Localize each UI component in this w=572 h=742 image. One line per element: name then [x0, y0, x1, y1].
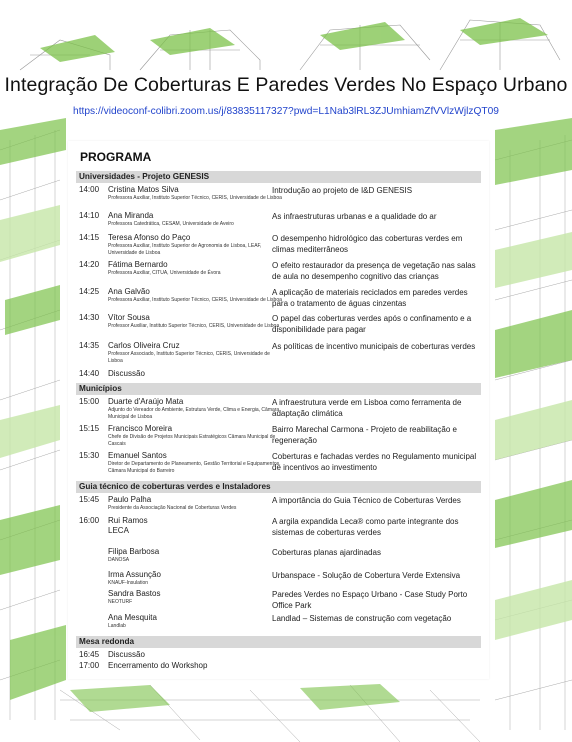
speaker-affiliation: Adjunto do Vereador do Ambiente, Estrutura Verde, Clima e Energia, Câmara Municipal de Lisboa: [108, 407, 280, 420]
speaker-name: Paulo Palha: [108, 495, 152, 504]
speaker-name: Carlos Oliveira Cruz: [108, 341, 180, 350]
session-topic: Coberturas e fachadas verdes no Regulamento municipal de incentivos ao investimento: [272, 452, 477, 472]
session-topic: A aplicação de materiais reciclados em paredes verdes para o tratamento de águas cinzentas: [272, 288, 468, 308]
session-topic: A argila expandida Leca® como parte integrante dos sistemas de coberturas verdes: [272, 517, 459, 537]
program-row: [76, 397, 481, 424]
speaker-name: Cristina Matos Silva: [108, 185, 179, 194]
speaker-name: Fátima Bernardo: [108, 260, 168, 269]
speaker-name: Teresa Afonso do Paço: [108, 233, 191, 242]
program-row: [76, 185, 481, 211]
speaker-affiliation: Professora Auxiliar, Instituto Superior Técnico, CERIS, Universidade de Lisboa: [108, 195, 282, 201]
speaker-affiliation: Presidente da Associação Nacional de Coberturas Verdes: [108, 505, 237, 511]
session-time: 14:35: [79, 341, 100, 350]
program-row: [76, 369, 481, 381]
program-row: [76, 424, 481, 451]
section-header: Universidades - Projeto GENESIS: [76, 171, 481, 183]
speaker-name: Francisco Moreira: [108, 424, 173, 433]
session-topic: O desempenho hidrológico das coberturas verdes em climas mediterrâneos: [272, 234, 463, 254]
session-topic: Paredes Verdes no Espaço Urbano - Case Study Porto Office Park: [272, 590, 468, 610]
session-topic: A infraestrutura verde em Lisboa como ferramenta de adaptação climática: [272, 398, 462, 418]
program-row: [76, 495, 481, 516]
session-topic: Landlad – Sistemas de construção com vegetação: [272, 614, 452, 623]
program-row: [76, 211, 481, 233]
speaker-name: Ana Galvão: [108, 287, 150, 296]
section-header: Guia técnico de coberturas verdes e Instaladores: [76, 481, 481, 493]
speaker-name: Emanuel Santos: [108, 451, 167, 460]
page-title: Integração De Coberturas E Paredes Verdes No Espaço Urbano: [0, 74, 572, 97]
session-time: 14:40: [79, 369, 100, 378]
speaker-affiliation: DANOSA: [108, 557, 130, 563]
session-topic: As infraestruturas urbanas e a qualidade do ar: [272, 212, 437, 221]
speaker-name: Discussão: [108, 369, 145, 378]
speaker-affiliation: Professora Auxiliar, Instituto Superior Técnico, CERIS, Universidade de Lisboa: [108, 297, 282, 303]
session-time: 16:45: [79, 650, 100, 659]
program-heading: PROGRAMA: [80, 150, 152, 164]
session-time: 15:30: [79, 451, 100, 460]
speaker-name: Ana Miranda: [108, 211, 154, 220]
speaker-affiliation: NEOTURF: [108, 599, 133, 605]
session-topic: O efeito restaurador da presença de vegetação nas salas de aula no desempenho cognitivo das crianças: [272, 261, 476, 281]
program-row: [76, 451, 481, 479]
speaker-name: Ana Mesquita: [108, 613, 157, 622]
session-topic: Bairro Marechal Carmona - Projeto de reabilitação e regeneração: [272, 425, 457, 445]
speaker-affiliation: Professor Associado, Instituto Superior Técnico, CERIS, Universidade de Lisboa: [108, 351, 270, 364]
speaker-name: Sandra Bastos: [108, 589, 161, 598]
speaker-affiliation: Professora Auxiliar, Instituto Superior de Agronomia de Lisboa, LEAF, Universidade de Lisboa: [108, 243, 262, 256]
session-topic: Introdução ao projeto de I&D GENESIS: [272, 186, 413, 195]
session-time: 14:10: [79, 211, 100, 220]
speaker-affiliation: Professor Auxiliar, Instituto Superior Técnico, CERIS, Universidade de Lisboa: [108, 323, 280, 329]
program-row: [76, 650, 481, 661]
speaker-name: Discussão: [108, 650, 145, 659]
program-row: [76, 613, 481, 634]
session-time: 15:00: [79, 397, 100, 406]
speaker-affiliation: Chefe de Divisão de Projetos Municipais Estratégicos Câmara Municipal de Cascais: [108, 434, 276, 447]
speaker-affiliation: KNAUF-Insulation: [108, 580, 149, 586]
program-row: [76, 547, 481, 570]
speaker-affiliation: Landlab: [108, 623, 126, 629]
speaker-name: Duarte d'Araújo Mata: [108, 397, 184, 406]
session-topic: Urbanspace - Solução de Cobertura Verde Extensiva: [272, 571, 461, 580]
program-row: [76, 341, 481, 369]
program-row: [76, 570, 481, 589]
speaker-name: Rui Ramos: [108, 516, 148, 525]
program-row: [76, 287, 481, 313]
program-row: [76, 260, 481, 287]
session-topic: A importância do Guia Técnico de Coberturas Verdes: [272, 496, 461, 505]
program-row: [76, 313, 481, 341]
speaker-company: LECA: [108, 526, 129, 535]
session-time: 16:00: [79, 516, 100, 525]
session-time: 15:15: [79, 424, 100, 433]
session-time: 14:00: [79, 185, 100, 194]
speaker-name: Filipa Barbosa: [108, 547, 160, 556]
program-table: [76, 169, 481, 672]
session-time: 15:45: [79, 495, 100, 504]
session-time: 14:15: [79, 233, 100, 242]
speaker-affiliation: Professora Auxiliar, CITUA, Universidade de Évora: [108, 270, 221, 276]
section-header: Mesa redonda: [76, 636, 481, 648]
session-topic: As políticas de incentivo municipais de coberturas verdes: [272, 342, 476, 351]
zoom-link[interactable]: https://videoconf-colibri.zoom.us/j/83835117327?pwd=L1Nab3lRL3ZJUmhiamZfVVlzWjlzQT09: [73, 106, 499, 117]
speaker-name: Irma Assunção: [108, 570, 161, 579]
speaker-name: Encerramento do Workshop: [108, 661, 208, 670]
section-header: Municípios: [76, 383, 481, 395]
speaker-affiliation: Diretor de Departamento de Planeamento, Gestão Territorial e Equipamentos, Câmara Municipal do Barreiro: [108, 461, 281, 474]
session-time: 14:20: [79, 260, 100, 269]
program-row: [76, 233, 481, 260]
session-time: 14:30: [79, 313, 100, 322]
session-topic: O papel das coberturas verdes após o confinamento e a disponibilidade para pagar: [272, 314, 472, 334]
program-row: [76, 516, 481, 547]
program-row: [76, 661, 481, 672]
program-row: [76, 589, 481, 613]
session-time: 14:25: [79, 287, 100, 296]
speaker-affiliation: Professora Catedrática, CESAM, Universidade de Aveiro: [108, 221, 234, 227]
session-topic: Coberturas planas ajardinadas: [272, 548, 381, 557]
speaker-name: Vítor Sousa: [108, 313, 150, 322]
program-panel: [68, 141, 489, 679]
session-time: 17:00: [79, 661, 100, 670]
